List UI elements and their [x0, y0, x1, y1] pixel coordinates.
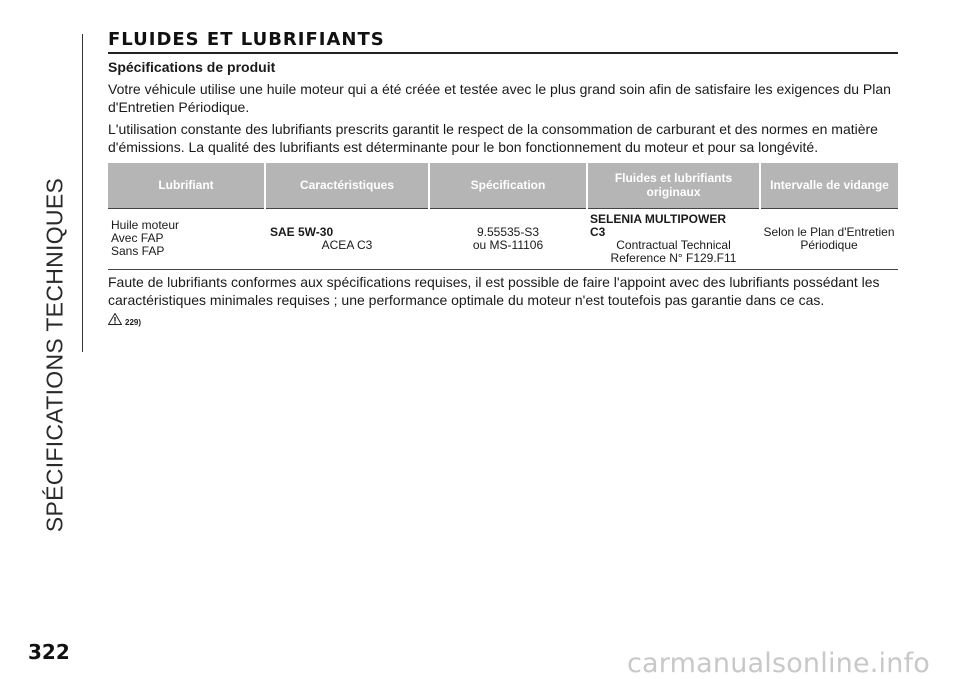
cell-fluides	[587, 208, 760, 269]
fluides-bold-line-1: SELENIA MULTIPOWER	[590, 211, 726, 226]
caracteristiques-value: ACEA C3	[321, 237, 373, 252]
header-lubrifiant: Lubrifiant	[108, 163, 265, 209]
fluides-bold-line-2: C3	[590, 224, 606, 239]
specification-line-2: ou MS-11106	[472, 237, 544, 252]
section-title: FLUIDES ET LUBRIFIANTS	[108, 29, 385, 50]
cell-intervalle	[760, 208, 898, 269]
lubrifiant-line-3: Sans FAP	[111, 244, 165, 258]
warning-reference	[108, 312, 898, 330]
header-specification: Spécification	[429, 163, 587, 209]
fluides-line-1: Contractual Technical	[616, 237, 731, 252]
intervalle-line-2: Périodique	[800, 237, 858, 252]
lubrifiant-line-1: Huile moteur	[111, 218, 180, 232]
table-row	[108, 208, 898, 269]
warning-triangle-icon	[108, 312, 122, 330]
paragraph-2: L'utilisation constante des lubrifiants prescrits garantit le respect de la consommation de carburant et des normes en matière d'émissions. La qualité des lubrifiants est déterminante pour le bon fonctionnement du moteur et pour sa longévité.	[108, 120, 878, 155]
cell-lubrifiant	[108, 208, 265, 269]
paragraph-1: Votre véhicule utilise une huile moteur qui a été créée et testée avec le plus grand soin afin de satisfaire les exigences du Plan d'Entretien Périodique.	[108, 80, 891, 115]
intervalle-line-1: Selon le Plan d'Entretien	[763, 224, 895, 239]
section-side-label: SPÉCIFICATIONS TECHNIQUES	[41, 177, 68, 533]
note-text: Faute de lubrifiants conformes aux spécifications requises, il est possible de faire l'appoint avec des lubrifiants possédant les caractéristiques minimales requises ; une performance optimale du moteur n'est toutefois pas garantie dans ce cas.	[108, 273, 880, 308]
title-divider	[108, 52, 898, 54]
subtitle: Spécifications de produit	[108, 58, 276, 75]
header-intervalle: Intervalle de vidange	[760, 163, 898, 209]
side-divider	[82, 34, 83, 352]
cell-specification	[429, 208, 587, 269]
warning-ref-number: 229)	[125, 317, 142, 327]
page-number: 322	[28, 640, 70, 664]
lubricants-table	[108, 163, 898, 270]
watermark: carmanualsonline.info	[627, 648, 930, 679]
lubrifiant-line-2: Avec FAP	[111, 231, 164, 245]
page-content	[108, 30, 898, 330]
table-header-row	[108, 163, 898, 209]
fluides-line-2: Reference N° F129.F11	[610, 250, 737, 265]
cell-caracteristiques	[265, 208, 429, 269]
header-caracteristiques: Caractéristiques	[265, 163, 429, 209]
specification-line-1: 9.55535-S3	[476, 224, 540, 239]
header-fluides: Fluides et lubrifiants originaux	[587, 163, 760, 209]
caracteristiques-bold: SAE 5W-30	[270, 224, 334, 239]
